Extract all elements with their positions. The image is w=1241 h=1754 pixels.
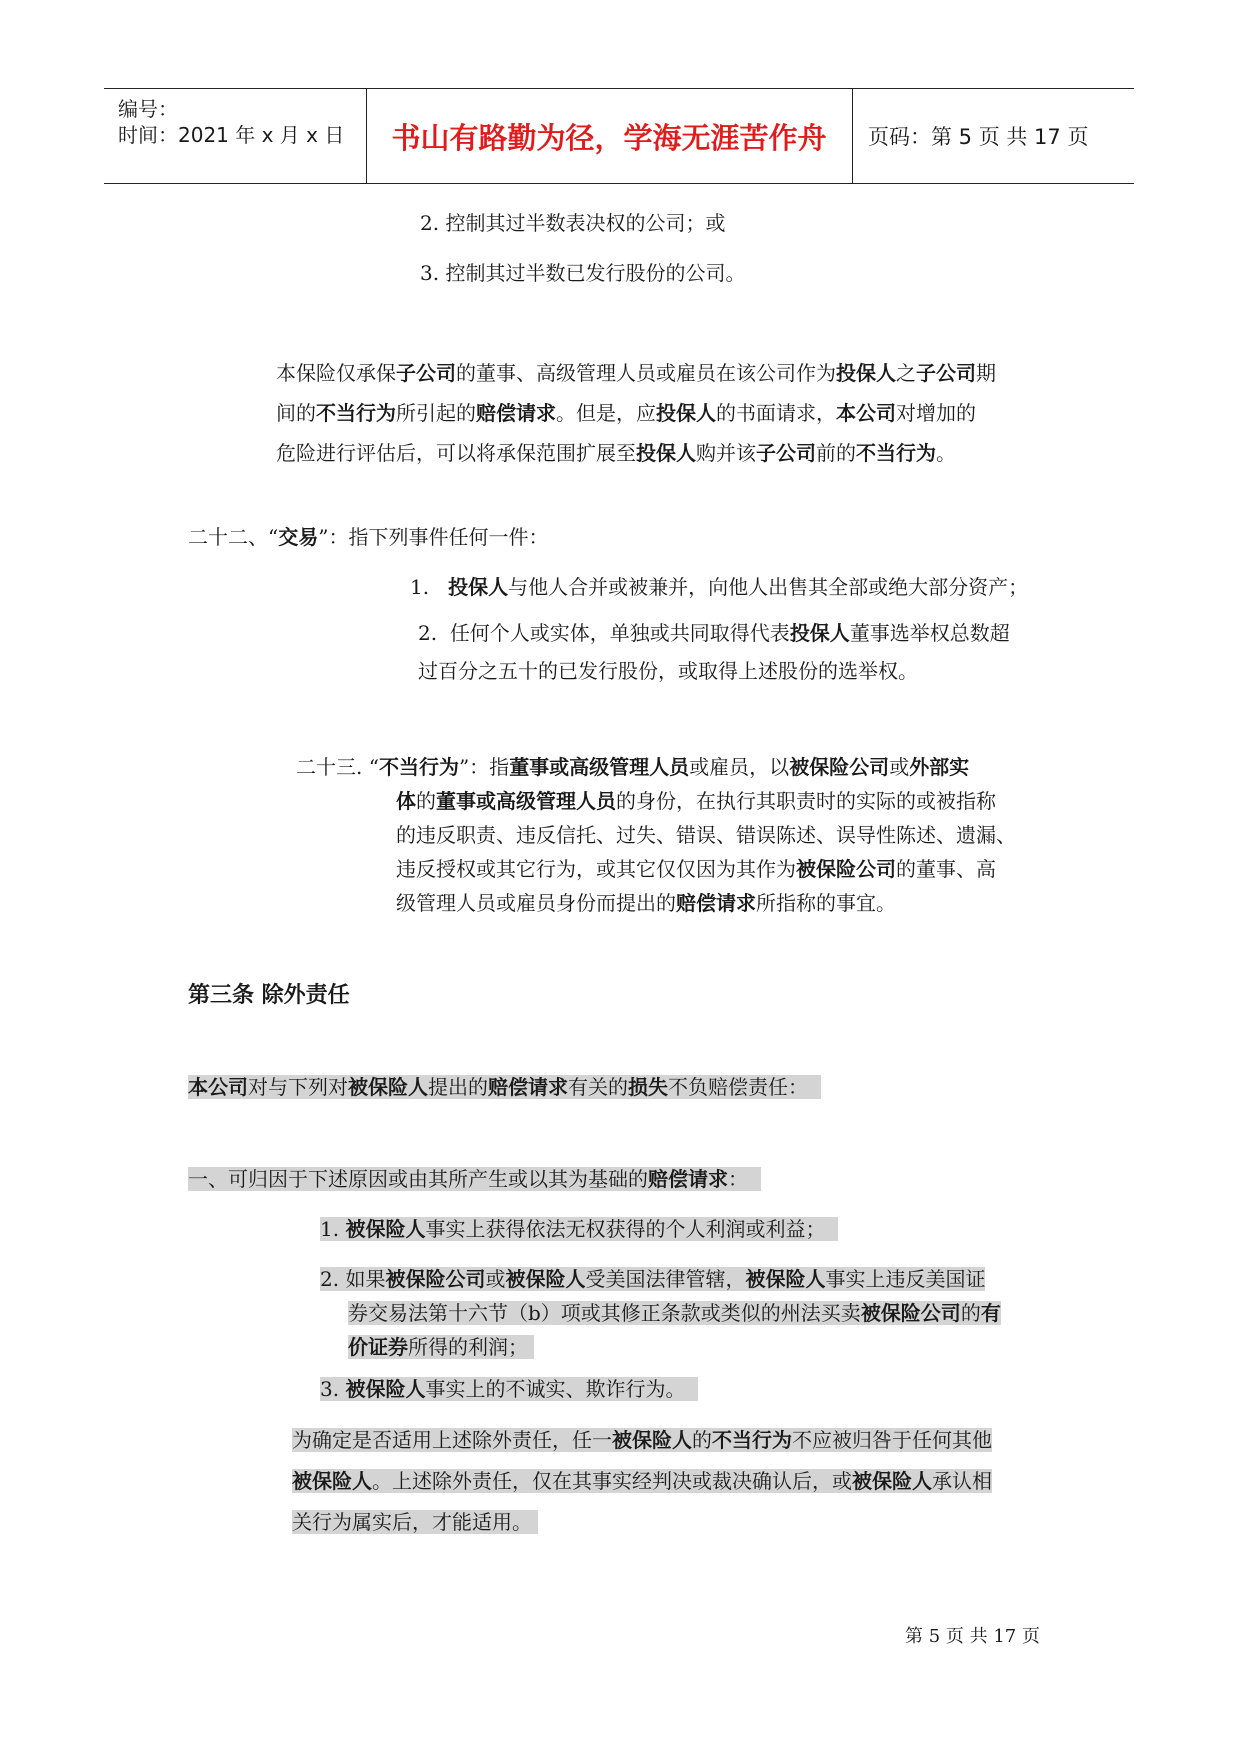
- list-item: 2. 任何个人或实体，单独或共同取得代表投保人董事选举权总数超 过百分之五十的已发行股份，或取得上述股份的选举权。: [418, 621, 1010, 683]
- article-3-intro: 本公司对与下列对被保险人提出的赔偿请求有关的损失不负赔偿责任：: [188, 1070, 821, 1104]
- page-header: [104, 88, 1134, 184]
- list-item: 1. 被保险人事实上获得依法无权获得的个人利润或利益；: [320, 1212, 838, 1246]
- header-motto: 书山有路勤为径，学海无涯苦作舟: [366, 89, 853, 183]
- list-item: 1. 投保人与他人合并或被兼并，向他人出售其全部或绝大部分资产；: [410, 575, 1029, 599]
- exclusion-one: 一、可归因于下述原因或由其所产生或以其为基础的赔偿请求：: [188, 1162, 761, 1196]
- list-item: 3. 控制其过半数已发行股份的公司。: [420, 261, 746, 285]
- header-page-label: 页码：第 5 页 共 17 页: [868, 125, 1089, 149]
- paragraph-subsidiary: 本保险仅承保子公司的董事、高级管理人员或雇员在该公司作为投保人之子公司期 间的不当行为所引起的赔偿请求。但是，应投保人的书面请求，本公司对增加的 危险进行评估后，可以将承保范围扩展至投保人购并该子公司前的不当行为。: [276, 361, 996, 465]
- list-item: 2. 控制其过半数表决权的公司；或: [420, 211, 726, 235]
- header-meta-cell: [104, 89, 367, 183]
- number-label: 编号：: [118, 97, 178, 121]
- list-item: 2. 如果被保险公司或被保险人受美国法律管辖，被保险人事实上违反美国证 券交易法第十六节（b）项或其修正条款或类似的州法买卖被保险公司的有 价证券所得的利润；: [320, 1267, 1001, 1359]
- exclusion-clarification: 为确定是否适用上述除外责任，任一被保险人的不当行为不应被归咎于任何其他 被保险人。上述除外责任，仅在其事实经判决或裁决确认后，或被保险人承认相 关行为属实后，才能适用。: [292, 1428, 992, 1534]
- definition-22: 二十二、“交易”：指下列事件任何一件：: [188, 525, 549, 549]
- list-item: 3. 被保险人事实上的不诚实、欺诈行为。: [320, 1372, 698, 1406]
- definition-23: 二十三. “不当行为”：指董事或高级管理人员或雇员，以被保险公司或外部实 体的董事或高级管理人员的身份，在执行其职责时的实际的或被指称 的违反职责、违反信托、过失、错误、错误陈述、误导性陈述、遗漏、 违反授权或其它行为，或其它仅仅因为其作为被保险公司的董事、高 级管理人员或雇员身份而提出的赔偿请求所指称的事宜。: [296, 755, 1016, 915]
- page-footer: 第 5 页 共 17 页: [905, 1626, 1040, 1647]
- time-label: 时间：2021 年 x 月 x 日: [118, 123, 345, 147]
- article-3-title: 第三条 除外责任: [188, 983, 350, 1008]
